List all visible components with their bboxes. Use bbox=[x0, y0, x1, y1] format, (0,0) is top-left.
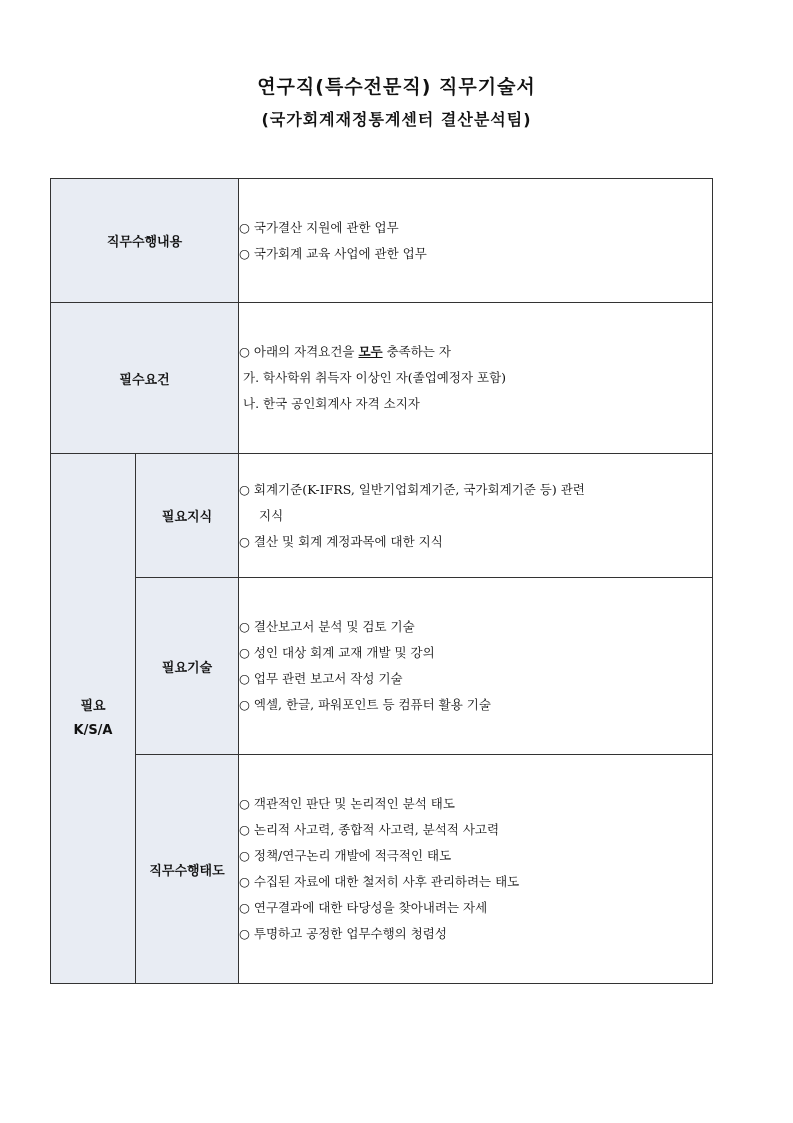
attitude-row bbox=[51, 755, 713, 984]
attitude-content bbox=[239, 755, 713, 984]
attitude-item: ○ 정책/연구논리 개발에 적극적인 태도 bbox=[239, 848, 452, 863]
skills-item: ○ 성인 대상 회계 교재 개발 및 강의 bbox=[239, 645, 435, 660]
knowledge-item: ○ 회계기준(K-IFRS, 일반기업회계기준, 국가회계기준 등) 관련 bbox=[239, 481, 585, 497]
duties-content bbox=[239, 179, 713, 303]
knowledge-item: ○ 결산 및 회계 계정과목에 대한 지식 bbox=[239, 533, 443, 549]
attitude-item: ○ 투명하고 공정한 업무수행의 청렴성 bbox=[239, 926, 447, 941]
duties-label: 직무수행내용 bbox=[51, 179, 239, 303]
knowledge-content bbox=[239, 454, 713, 578]
skills-row bbox=[51, 578, 713, 755]
skills-item: ○ 엑셀, 한글, 파워포인트 등 컴퓨터 활용 기술 bbox=[239, 697, 491, 712]
duties-item: ○ 국가회계 교육 사업에 관한 업무 bbox=[239, 245, 427, 261]
knowledge-label: 필요지식 bbox=[136, 454, 239, 578]
duties-item: ○ 국가결산 지원에 관한 업무 bbox=[239, 219, 399, 235]
attitude-item: ○ 연구결과에 대한 타당성을 찾아내려는 자세 bbox=[239, 900, 488, 915]
duties-row bbox=[51, 179, 713, 303]
requirements-label: 필수요건 bbox=[51, 303, 239, 454]
document-subtitle: (국가회계재정통계센터 결산분석팀) bbox=[261, 110, 532, 129]
skills-label: 필요기술 bbox=[136, 578, 239, 755]
skills-content bbox=[239, 578, 713, 755]
attitude-label: 직무수행태도 bbox=[136, 755, 239, 984]
skills-item: ○ 결산보고서 분석 및 검토 기술 bbox=[239, 619, 415, 634]
skills-item: ○ 업무 관련 보고서 작성 기술 bbox=[239, 671, 403, 686]
requirements-intro: ○ 아래의 자격요건을 모두 충족하는 자 bbox=[239, 344, 451, 359]
attitude-item: ○ 논리적 사고력, 종합적 사고력, 분석적 사고력 bbox=[239, 822, 500, 837]
knowledge-row bbox=[51, 454, 713, 578]
requirements-row bbox=[51, 303, 713, 454]
job-description-table bbox=[50, 178, 713, 984]
document-title: 연구직(특수전문직) 직무기술서 bbox=[257, 76, 536, 98]
ksa-label: 필요 K/S/A bbox=[51, 454, 136, 984]
attitude-item: ○ 수집된 자료에 대한 철저히 사후 관리하려는 태도 bbox=[239, 874, 520, 889]
attitude-item: ○ 객관적인 판단 및 논리적인 분석 태도 bbox=[239, 796, 455, 811]
requirements-item: 나. 한국 공인회계사 자격 소지자 bbox=[243, 396, 420, 411]
requirements-item: 가. 학사학위 취득자 이상인 자(졸업예정자 포함) bbox=[243, 370, 507, 385]
requirements-content bbox=[239, 303, 713, 454]
requirements-emphasis: 모두 bbox=[358, 344, 383, 359]
knowledge-item-continued: 지식 bbox=[259, 507, 284, 523]
